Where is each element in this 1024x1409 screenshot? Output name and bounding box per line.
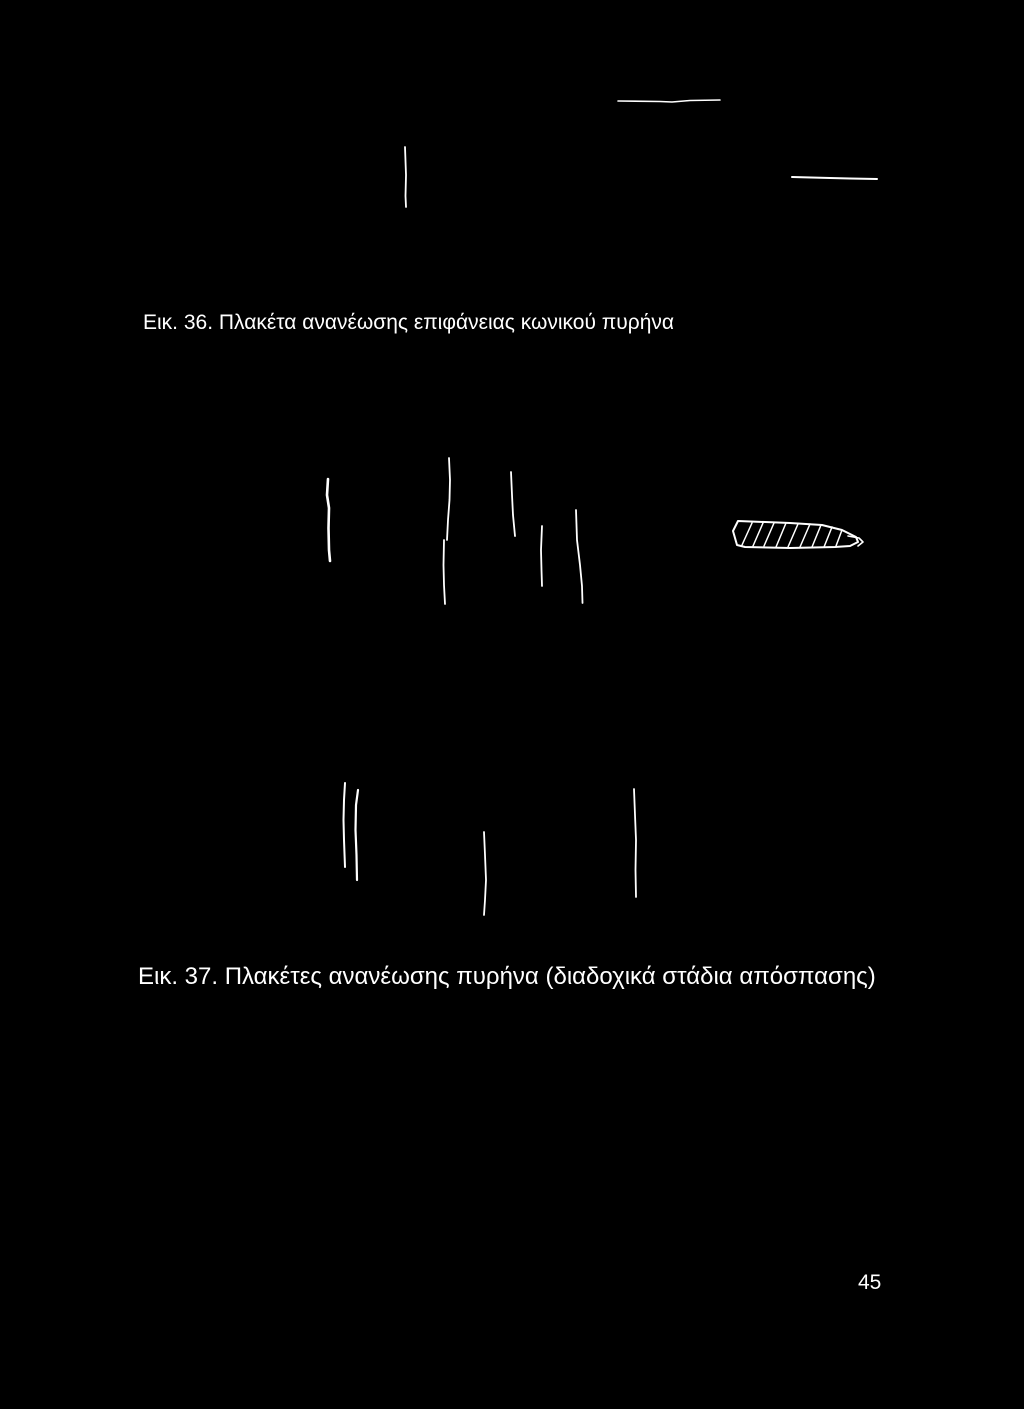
fig37-flake-2-edge-b (444, 540, 446, 604)
fig36-right-edge-line (792, 177, 877, 179)
hatch-line-8 (824, 527, 832, 547)
hatch-line-2 (753, 523, 763, 546)
fig37-flake-2-edge-a (447, 458, 450, 540)
figure-36-caption: Εικ. 36. Πλακέτα ανανέωσης επιφάνειας κωνικού πυρήνα (143, 311, 675, 334)
fig36-top-edge-line (618, 100, 720, 102)
page-number: 45 (858, 1271, 882, 1294)
fig37-flake-3-edge-a (511, 472, 515, 536)
fig37-flake-3-edge-b (541, 526, 542, 586)
figure-37-caption: Εικ. 37. Πλακέτες ανανέωσης πυρήνα (διαδοχικά στάδια απόσπασης) (138, 963, 876, 990)
hatch-line-3 (764, 523, 774, 546)
figure-36-artifact-drawing (405, 100, 877, 207)
fig37-flake-1-edge (327, 479, 330, 561)
fig37-flake-4-edge (576, 510, 583, 603)
hatch-line-7 (812, 525, 821, 547)
hatch-line-5 (788, 524, 798, 547)
fig37-flake-5-edge-a (344, 783, 346, 867)
hatch-line-9 (836, 530, 842, 546)
fig37-flake-6-edge (484, 832, 486, 915)
figure-37-lower-drawings (344, 783, 637, 915)
fig36-vertical-line (405, 147, 406, 207)
hatched-section-tip (848, 536, 863, 546)
fig37-flake-5-edge-b (356, 790, 359, 880)
fig37-flake-7-edge (634, 789, 636, 897)
fig37-hatched-section (733, 521, 863, 548)
figure-37-upper-drawings (327, 458, 863, 604)
hatch-line-1 (742, 523, 752, 545)
hatch-line-6 (800, 524, 810, 547)
hatch-line-4 (776, 523, 786, 547)
